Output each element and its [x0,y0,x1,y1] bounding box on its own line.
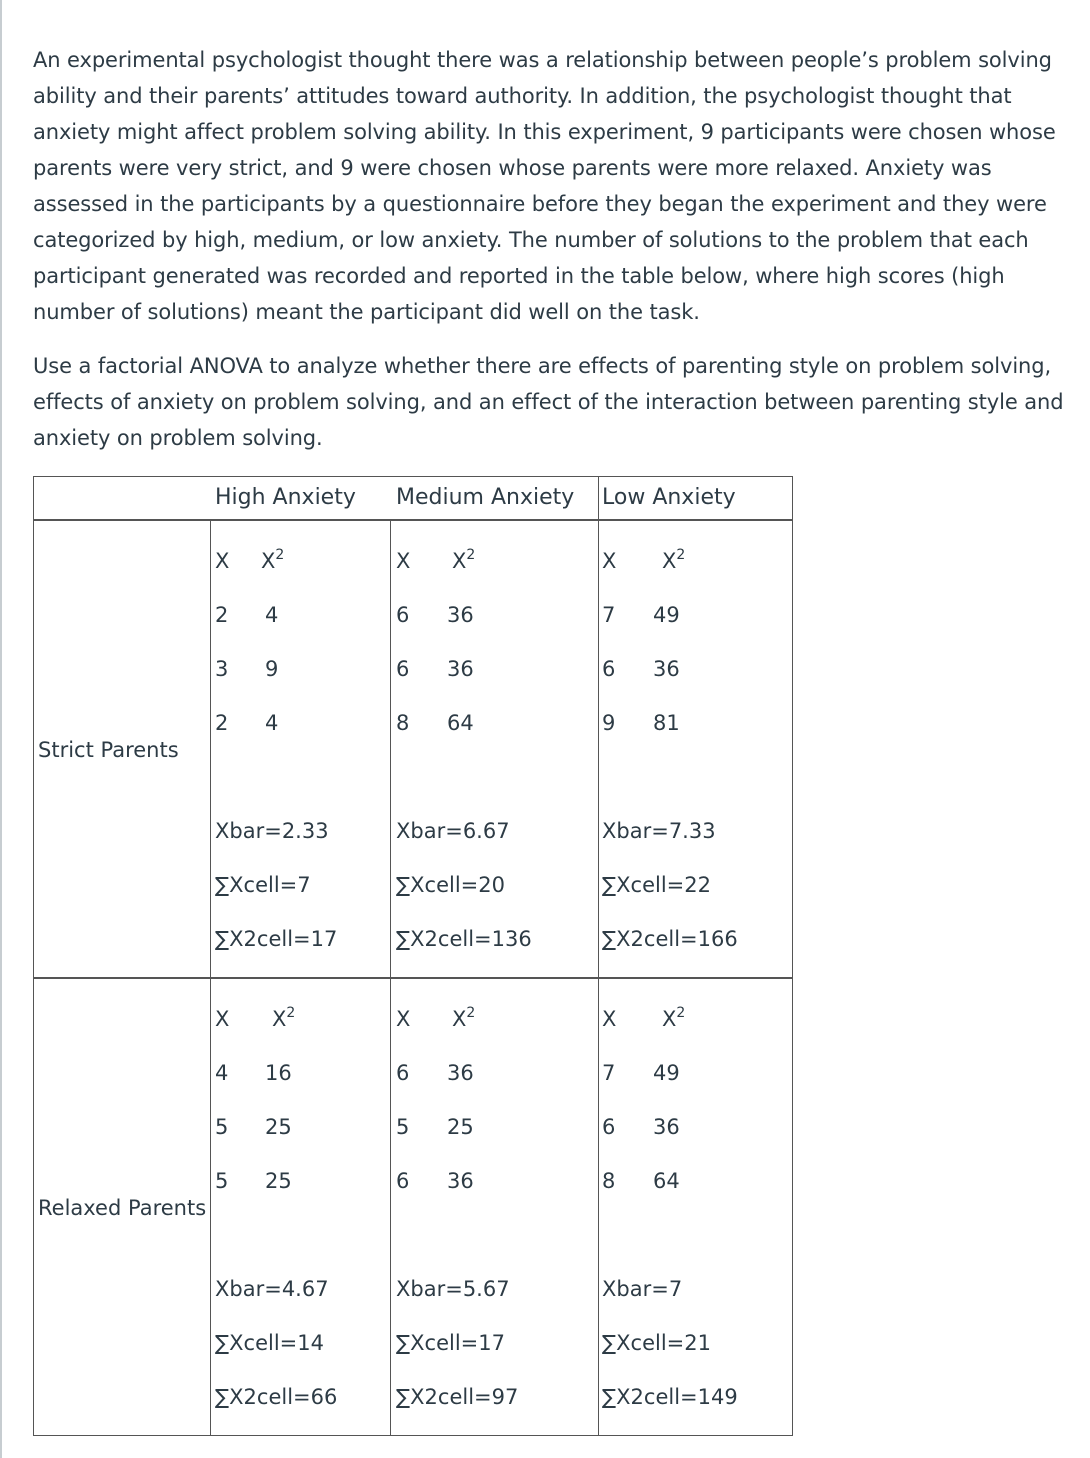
value-x2: 36 [653,1115,680,1139]
value-x2: 4 [265,603,279,627]
value-x2: 25 [447,1115,474,1139]
page-left-border [0,0,2,1458]
value-x2: 25 [265,1115,292,1139]
value-x: 5 [215,1169,229,1193]
value-x2: 16 [265,1061,292,1085]
value-x: 2 [215,603,229,627]
row-label-relaxed: Relaxed Parents [38,1196,207,1220]
cell-sum-x: ∑Xcell=7 [215,873,311,897]
task-instructions: Use a factorial ANOVA to analyze whether there are effects of parenting style on problem solving, effects of anxiety on problem solving, and an effect of the interaction between parenting style and anxiety on problem solving. [33,354,1064,450]
col-header-x2: $X^2$ [261,547,285,573]
column-divider-high-bottom [210,979,211,1435]
col-header-x2: $X^2$ [662,1005,686,1031]
col-header-x2: $X^2$ [272,1005,296,1031]
value-x2: 36 [653,657,680,681]
column-divider-medium-top [390,521,391,979]
value-x: 6 [396,657,410,681]
value-x: 7 [602,603,616,627]
factorial-data-table [33,476,793,1436]
col-header-x: X [396,1007,411,1031]
cell-sum-x2: ∑X2cell=166 [602,927,738,951]
column-divider-high-top [210,521,211,977]
value-x: 3 [215,657,229,681]
value-x: 2 [215,711,229,735]
value-x: 8 [602,1169,616,1193]
value-x2: 36 [447,1061,474,1085]
cell-sum-x2: ∑X2cell=66 [215,1385,338,1409]
header-medium-anxiety: Medium Anxiety [396,485,575,510]
col-header-x: X [602,1007,617,1031]
value-x2: 36 [447,657,474,681]
cell-mean: Xbar=5.67 [396,1277,510,1301]
col-header-x2: $X^2$ [662,547,686,573]
value-x2: 49 [653,1061,680,1085]
value-x: 6 [396,1061,410,1085]
value-x: 5 [215,1115,229,1139]
cell-sum-x: ∑Xcell=17 [396,1331,505,1355]
header-high-anxiety: High Anxiety [215,485,356,510]
problem-description: An experimental psychologist thought there was a relationship between people’s problem solving ability and their parents’ attitudes toward authority. In addition, the psychologist thought that anxiety might affect problem solving ability. In this experiment, 9 participants were chosen whose parents were very strict, and 9 were chosen whose parents were more relaxed. Anxiety was assessed in the participants by a questionnaire before they began the experiment and they were categorized by high, medium, or low anxiety. The number of solutions to the problem that each participant generated was recorded and reported in the table below, where high scores (high number of solutions) meant the participant did well on the task. [33,48,1056,324]
col-header-x: X [396,549,411,573]
row-divider [34,977,792,979]
value-x: 6 [602,657,616,681]
cell-sum-x2: ∑X2cell=17 [215,927,338,951]
cell-mean: Xbar=7.33 [602,819,716,843]
cell-sum-x: ∑Xcell=14 [215,1331,324,1355]
value-x2: 49 [653,603,680,627]
header-low-anxiety: Low Anxiety [602,485,736,510]
cell-mean: Xbar=6.67 [396,819,510,843]
value-x2: 9 [265,657,279,681]
value-x2: 36 [447,603,474,627]
cell-mean: Xbar=2.33 [215,819,329,843]
row-label-strict: Strict Parents [38,738,179,762]
col-header-x: X [215,549,230,573]
cell-sum-x2: ∑X2cell=136 [396,927,532,951]
column-divider-low [598,477,599,1435]
value-x: 4 [215,1061,229,1085]
value-x2: 36 [447,1169,474,1193]
header-divider [34,519,792,521]
col-header-x: X [215,1007,230,1031]
cell-mean: Xbar=7 [602,1277,683,1301]
value-x: 8 [396,711,410,735]
value-x2: 64 [447,711,474,735]
value-x: 6 [602,1115,616,1139]
col-header-x2: $X^2$ [452,1005,476,1031]
column-divider-medium-bottom [390,979,391,1435]
cell-sum-x2: ∑X2cell=97 [396,1385,519,1409]
value-x2: 25 [265,1169,292,1193]
cell-sum-x2: ∑X2cell=149 [602,1385,738,1409]
value-x2: 4 [265,711,279,735]
cell-sum-x: ∑Xcell=20 [396,873,505,897]
value-x2: 64 [653,1169,680,1193]
cell-sum-x: ∑Xcell=22 [602,873,711,897]
col-header-x2: $X^2$ [452,547,476,573]
value-x: 6 [396,603,410,627]
cell-mean: Xbar=4.67 [215,1277,329,1301]
value-x: 6 [396,1169,410,1193]
value-x: 5 [396,1115,410,1139]
value-x: 7 [602,1061,616,1085]
cell-sum-x: ∑Xcell=21 [602,1331,711,1355]
col-header-x: X [602,549,617,573]
value-x2: 81 [653,711,680,735]
value-x: 9 [602,711,616,735]
